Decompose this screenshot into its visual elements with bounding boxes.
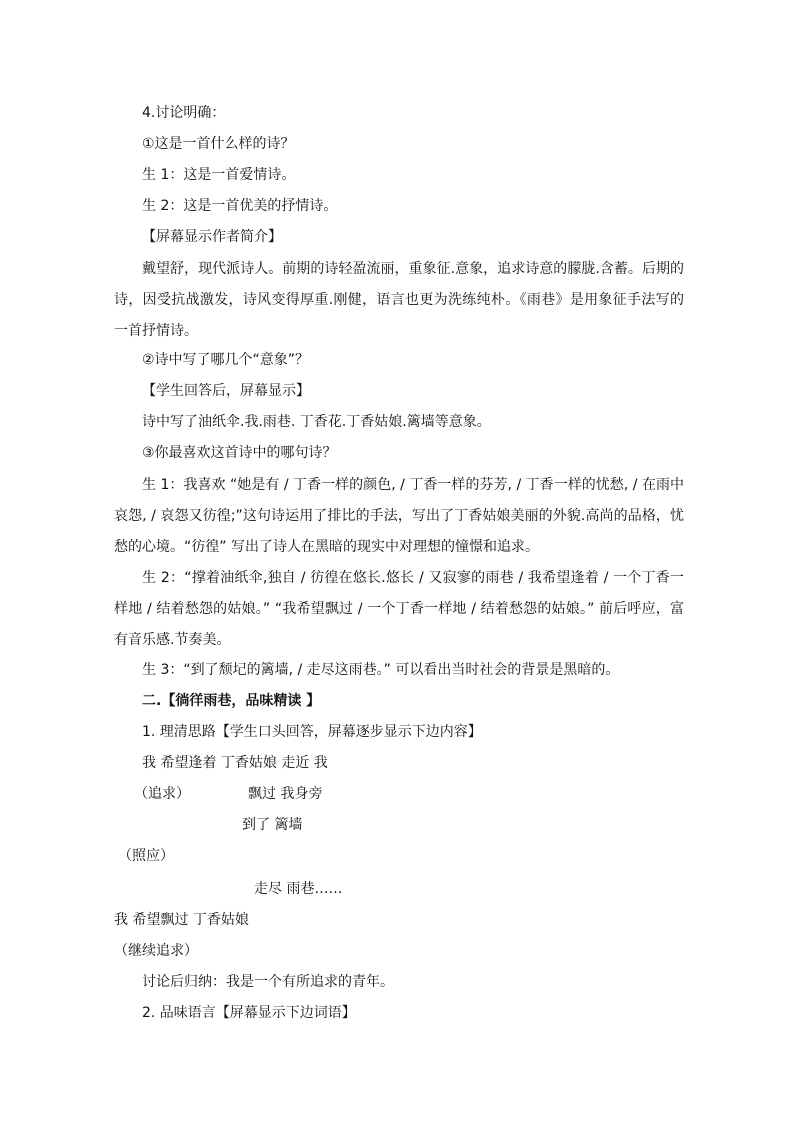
section-heading-2: 二.【徜徉雨巷，品味精读 】 [142,693,321,709]
author-intro-paragraph: 戴望舒，现代派诗人。前期的诗轻盈流丽，重象征.意象，追求诗意的朦胧.含蓄。后期的诗，因受抗战激发，诗风变得厚重.刚健，语言也更为洗练纯朴。《雨巷》是用象征手法写的一首抒情诗。 [114,261,684,339]
diagram-label-pursuit: （追求） [134,786,190,802]
question-3: ③你最喜欢这首诗中的哪句诗？ [142,445,337,461]
subheading-language: 2. 品味语言【屏幕显示下边词语】 [142,1005,356,1021]
summary-line: 讨论后归纳：我是一个有所追求的青年。 [142,974,394,990]
question-1: ①这是一首什么样的诗？ [142,136,295,152]
imagery-list: 诗中写了油纸伞.我.雨巷. 丁香花.丁香姑娘.篱墙等意象。 [142,414,491,430]
diagram-line-4: 走尽 雨巷…… [254,881,343,897]
student-2-paragraph: 生 2：“撑着油纸伞,独自 / 彷徨在悠长.悠长 / 又寂寥的雨巷 / 我希望逢着 / 一个丁香一样地 / 结着愁怨的姑娘。” “我希望飘过 / 一个丁香一样地 / 结着愁怨的姑娘。” 前后呼应，富有音乐感.节奏美。 [114,570,684,648]
answer-student-1: 生 1：这是一首爱情诗。 [142,167,296,183]
screen-note-author: 【屏幕显示作者简介】 [142,229,282,245]
student-1-paragraph: 生 1：我喜欢 “她是有 / 丁香一样的颜色, / 丁香一样的芬芳, / 丁香一样的忧愁, / 在雨中哀怨, / 哀怨又彷徨;”这句诗运用了排比的手法，写出了丁香姑娘美丽的外貌.高尚的品格，忧愁的心境。“彷徨” 写出了诗人在黑暗的现实中对理想的憧憬和追求。 [114,477,684,555]
question-2: ②诗中写了哪几个“意象”？ [142,352,310,368]
diagram-line-1: 我 希望逢着 丁香姑娘 走近 我 [142,755,328,771]
answer-student-2: 生 2：这是一首优美的抒情诗。 [142,198,338,214]
student-3-answer: 生 3：“到了颓圮的篱墙, / 走尽这雨巷。” 可以看出当时社会的背景是黑暗的。 [142,662,620,678]
diagram-line-5: 我 希望飘过 丁香姑娘 [114,912,249,928]
heading-discussion: 4.讨论明确： [142,105,226,121]
diagram-label-continue: （继续追求） [114,943,198,959]
subheading-clarify: 1. 理清思路【学生口头回答，屏幕逐步显示下边内容】 [142,724,482,740]
diagram-line-2: 飘过 我身旁 [248,786,323,802]
diagram-line-3: 到了 篱墙 [242,817,303,833]
screen-note-answer: 【学生回答后，屏幕显示】 [142,383,310,399]
diagram-label-echo: （照应） [118,848,174,864]
